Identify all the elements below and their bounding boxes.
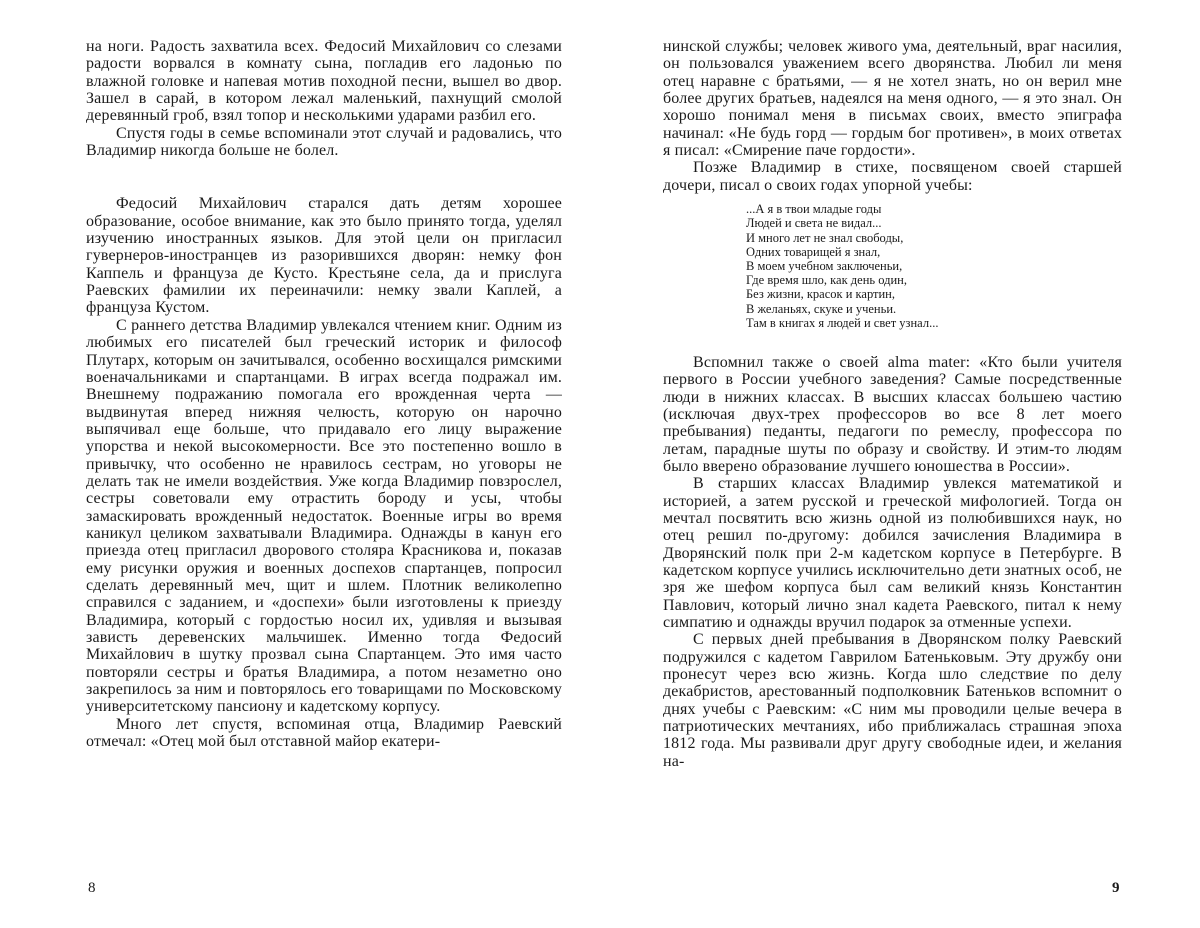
poem-line: Одних товарищей я знал, xyxy=(746,245,1122,259)
poem-line: Без жизни, красок и картин, xyxy=(746,287,1122,301)
poem-line: Людей и света не видал... xyxy=(746,216,1122,230)
page-number-right: 9 xyxy=(1112,880,1120,897)
paragraph: на ноги. Радость захватила всех. Федосий Михайлович со слезами радости ворвался в комнату сына, погладив его ладонью по влажной головке и напевая мотив походной песни, вышел во двор. Зашел в сарай, в котором лежал маленький, пахнущий смолой деревянный гроб, взял топор и несколькими ударами разбил его. xyxy=(86,38,562,125)
paragraph: нинской службы; человек живого ума, деятельный, враг насилия, он пользовался уважением всего дворянства. Любил ли меня отец наравне с братьями, — я не хотел знать, но он верил мне более других братьев, надеялся на меня одного, — я это знал. Он хорошо понимал меня в письмах своих, вместо эпиграфа начинал: «Не будь горд — гордым бог противен», в моих ответах я писал: «Смирение паче гордости». xyxy=(663,38,1122,159)
poem-line: И много лет не знал свободы, xyxy=(746,231,1122,245)
poem-line: В желаньях, скуке и ученьи. xyxy=(746,302,1122,316)
poem-line: Где время шло, как день один, xyxy=(746,273,1122,287)
poem-line: В моем учебном заключеньи, xyxy=(746,259,1122,273)
poem-line: Там в книгах я людей и свет узнал... xyxy=(746,316,1122,330)
paragraph: Федосий Михайлович старался дать детям хорошее образование, особое внимание, как это было принято тогда, уделял изучению иностранных языков. Для этой цели он пригласил гувернеров-иностранцев из разорившихся дворян: немку фон Каппель и француза де Кусто. Крестьяне села, да и прислуга Раевских фамилии их переиначили: немку звали Каплей, а француза Кустом. xyxy=(86,195,562,316)
poem-quote xyxy=(746,202,1122,330)
page-number-left: 8 xyxy=(88,880,96,897)
section-break xyxy=(663,330,1122,354)
paragraph: В старших классах Владимир увлекся математикой и историей, а затем русской и греческой мифологией. Тогда он мечтал посвятить всю жизнь одной из полюбившихся наук, но отец решил по-другому: добился зачисления Владимира в Дворянский полк при 2-м кадетском корпусе в Петербурге. В кадетском корпусе учились исключительно дети знатных особ, не зря же шефом корпуса был сам великий князь Константин Павлович, который лично знал кадета Раевского, питал к нему симпатию и однажды вручил подарок за отменные успехи. xyxy=(663,475,1122,631)
paragraph: Много лет спустя, вспоминая отца, Владимир Раевский отмечал: «Отец мой был отставной майор екатери- xyxy=(86,716,562,751)
book-spread xyxy=(0,0,1200,928)
section-break xyxy=(86,159,562,195)
right-page xyxy=(663,38,1122,770)
paragraph: С раннего детства Владимир увлекался чтением книг. Одним из любимых его писателей был греческий историк и философ Плутарх, которым он зачитывался, особенно восхищался римскими военачальниками и спартанцами. В играх всегда подражал им. Внешнему подражанию помогала его врожденная черта — выдвинутая вперед нижняя челюсть, которую он нарочно выпячивал еще больше, что придавало его лицу выражение упорства и некой высокомерности. Все это постепенно вошло в привычку, что особенно не нравилось сестрам, но уговоры не делать так не имели воздействия. Уже когда Владимир повзрослел, сестры советовали ему отрастить бороду и усы, чтобы замаскировать врожденный недостаток. Военные игры во время каникул целиком захватывали Владимира. Однажды в канун его приезда отец пригласил дворового столяра Красникова и, показав ему рисунки оружия и военных доспехов спартанцев, попросил сделать деревянный меч, щит и шлем. Плотник великолепно справился с заданием, и «доспехи» были изготовлены к приезду Владимира, который с гордостью носил их, удивляя и вызывая зависть деревенских мальчишек. Именно тогда Федосий Михайлович в шутку прозвал сына Спартанцем. Это имя часто повторяли сестры и братья Владимира, а потом незаметно оно закрепилось за ним и повторялось его товарищами по Московскому университетскому пансиону и кадетскому корпусу. xyxy=(86,317,562,716)
paragraph: Позже Владимир в стихе, посвященом своей старшей дочери, писал о своих годах упорной учебы: xyxy=(663,159,1122,194)
paragraph: Вспомнил также о своей alma mater: «Кто были учителя первого в России учебного заведения? Самые посредственные люди в нижних классах. В высших классах большею частию (исключая двух-трех профессоров во все 8 лет моего пребывания) педанты, педагоги по ремеслу, профессора по летам, парадные шуты по образу и свойству. И этим-то людям было вверено образование лучшего юношества в России». xyxy=(663,354,1122,475)
left-page xyxy=(86,38,562,750)
poem-line: ...А я в твои младые годы xyxy=(746,202,1122,216)
paragraph: С первых дней пребывания в Дворянском полку Раевский подружился с кадетом Гаврилом Батеньковым. Эту дружбу они пронесут через всю жизнь. Когда шло следствие по делу декабристов, арестованный подполковник Батеньков вспомнит о днях учебы с Раевским: «С ним мы проводили целые вечера в патриотических мечтаниях, ибо приближалась страшная эпоха 1812 года. Мы развивали друг другу свободные идеи, и желания на- xyxy=(663,631,1122,770)
paragraph: Спустя годы в семье вспоминали этот случай и радовались, что Владимир никогда больше не болел. xyxy=(86,125,562,160)
